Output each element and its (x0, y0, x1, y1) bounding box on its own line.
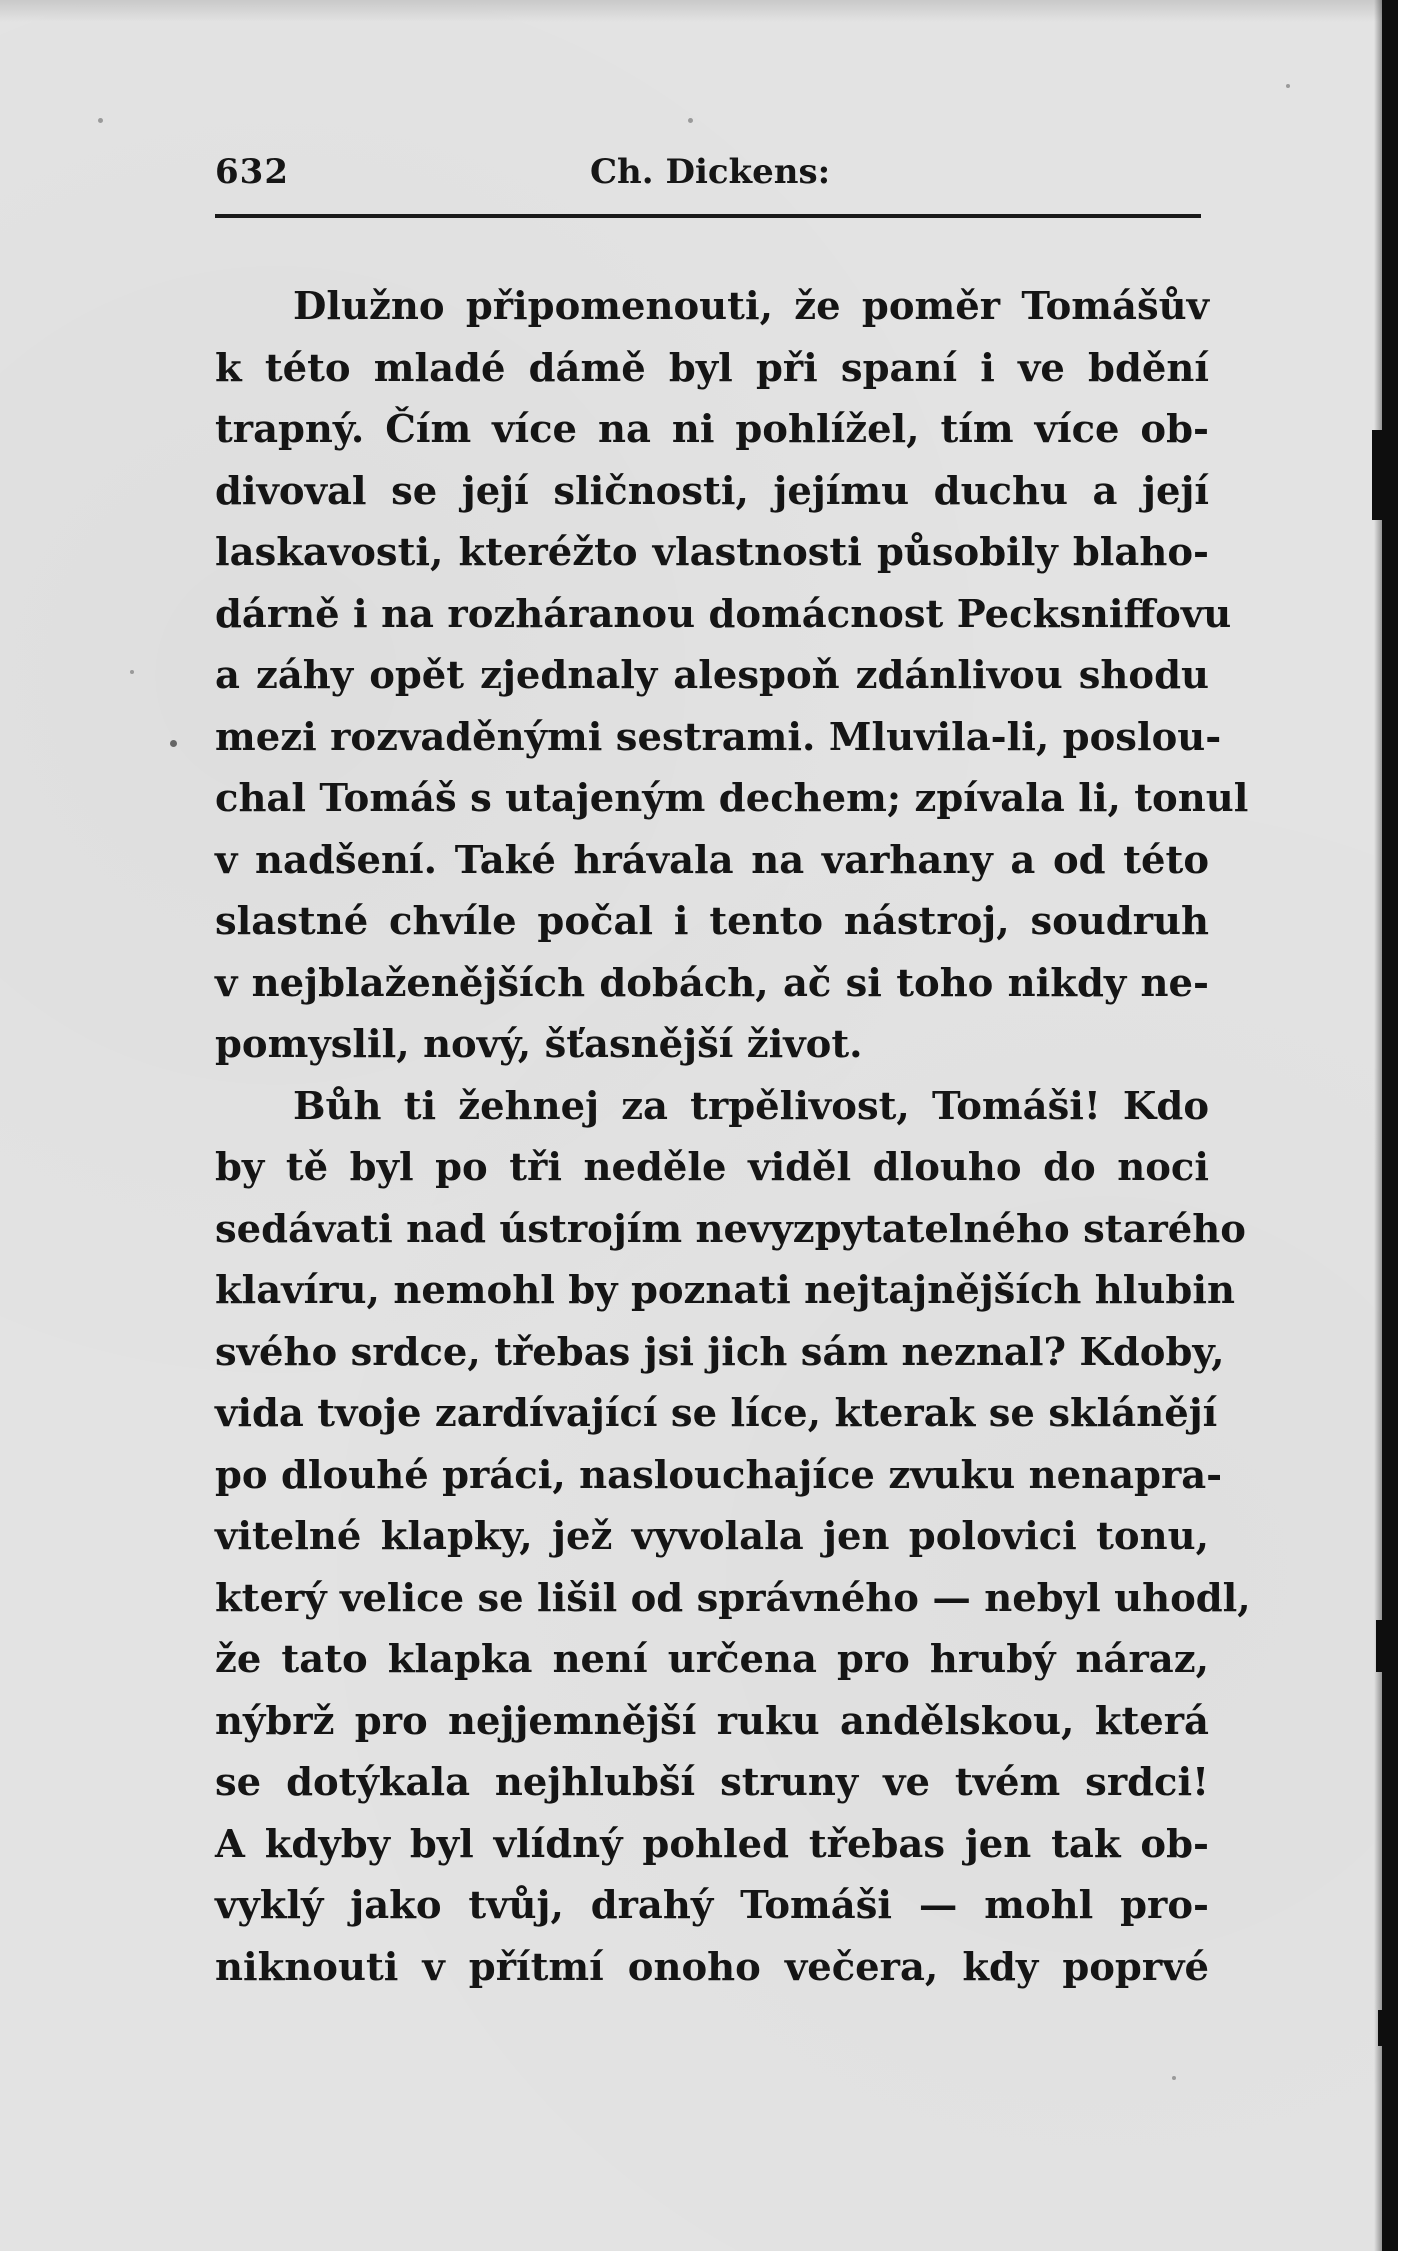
text-line: chal Tomáš s utajeným dechem; zpívala li, tonul (215, 776, 1249, 821)
text-line: vida tvoje zardívající se líce, kterak se sklánějí (215, 1391, 1218, 1436)
book-edge-mark (1372, 430, 1386, 520)
scan-speck (170, 740, 177, 747)
text-line: svého srdce, třebas jsi jich sám neznal? Kdoby, (215, 1329, 1225, 1375)
scan-speck (130, 670, 134, 674)
text-line: mezi rozvaděnými sestrami. Mluvila-li, poslou- (215, 714, 1222, 760)
text-line: k této mladé dámě byl při spaní i ve bdění (215, 345, 1209, 391)
book-edge-mark (1378, 2010, 1386, 2046)
text-line: by tě byl po tři neděle viděl dlouho do noci (215, 1145, 1209, 1190)
text-line: sedávati nad ústrojím nevyzpytatelného starého (215, 1206, 1246, 1252)
header-rule (215, 214, 1201, 218)
page-edge-shadow (1374, 0, 1382, 2251)
text-line: Dlužno připomenouti, že poměr Tomášův (293, 284, 1209, 329)
text-line: dárně i na rozháranou domácnost Pecksniffovu (215, 591, 1232, 637)
text-line: po dlouhé práci, naslouchajíce zvuku nenapra- (215, 1452, 1223, 1498)
text-line: Bůh ti žehnej za trpělivost, Tomáši! Kdo (293, 1083, 1209, 1129)
page-number: 632 (215, 152, 289, 192)
text-line: trapný. Čím více na ni pohlížel, tím více ob- (215, 407, 1209, 452)
book-edge-mark (1376, 1620, 1386, 1672)
text-line: vyklý jako tvůj, drahý Tomáši — mohl pro- (215, 1883, 1209, 1928)
text-line: a záhy opět zjednaly alespoň zdánlivou shodu (215, 653, 1209, 698)
text-line: v nadšení. Také hrávala na varhany a od této (215, 837, 1209, 883)
text-line: A kdyby byl vlídný pohled třebas jen tak ob- (215, 1821, 1209, 1867)
text-line: v nejblaženějších dobách, ač si toho nikdy ne- (215, 960, 1209, 1006)
book-edge (1382, 0, 1398, 2251)
scan-speck (1286, 84, 1290, 88)
text-line: divoval se její sličnosti, jejímu duchu a její (215, 468, 1209, 514)
text-line: nýbrž pro nejjemnější ruku andělskou, která (215, 1698, 1209, 1744)
scan-speck (1172, 2076, 1176, 2080)
text-line: pomyslil, nový, šťasnější život. (215, 1022, 863, 1067)
scan-speck (688, 118, 693, 123)
running-head: Ch. Dickens: (590, 152, 831, 192)
text-line: klavíru, nemohl by poznati nejtajnějších hlubin (215, 1268, 1235, 1313)
text-line: vitelné klapky, jež vyvolala jen polovici tonu, (215, 1514, 1209, 1559)
body-text (215, 276, 1251, 1998)
scan-top-shadow (0, 0, 1382, 22)
text-line: laskavosti, kteréžto vlastnosti působily blaho- (215, 530, 1209, 575)
scan-speck (98, 118, 103, 123)
text-line: který velice se lišil od správného — nebyl uhodl, (215, 1575, 1251, 1621)
text-line: se dotýkala nejhlubší struny ve tvém srdci! (215, 1760, 1209, 1805)
text-line: slastné chvíle počal i tento nástroj, soudruh (215, 899, 1209, 944)
page-header (215, 152, 1201, 202)
text-line: niknouti v přítmí onoho večera, kdy poprvé (215, 1944, 1209, 1990)
text-line: že tato klapka není určena pro hrubý náraz, (215, 1637, 1209, 1682)
